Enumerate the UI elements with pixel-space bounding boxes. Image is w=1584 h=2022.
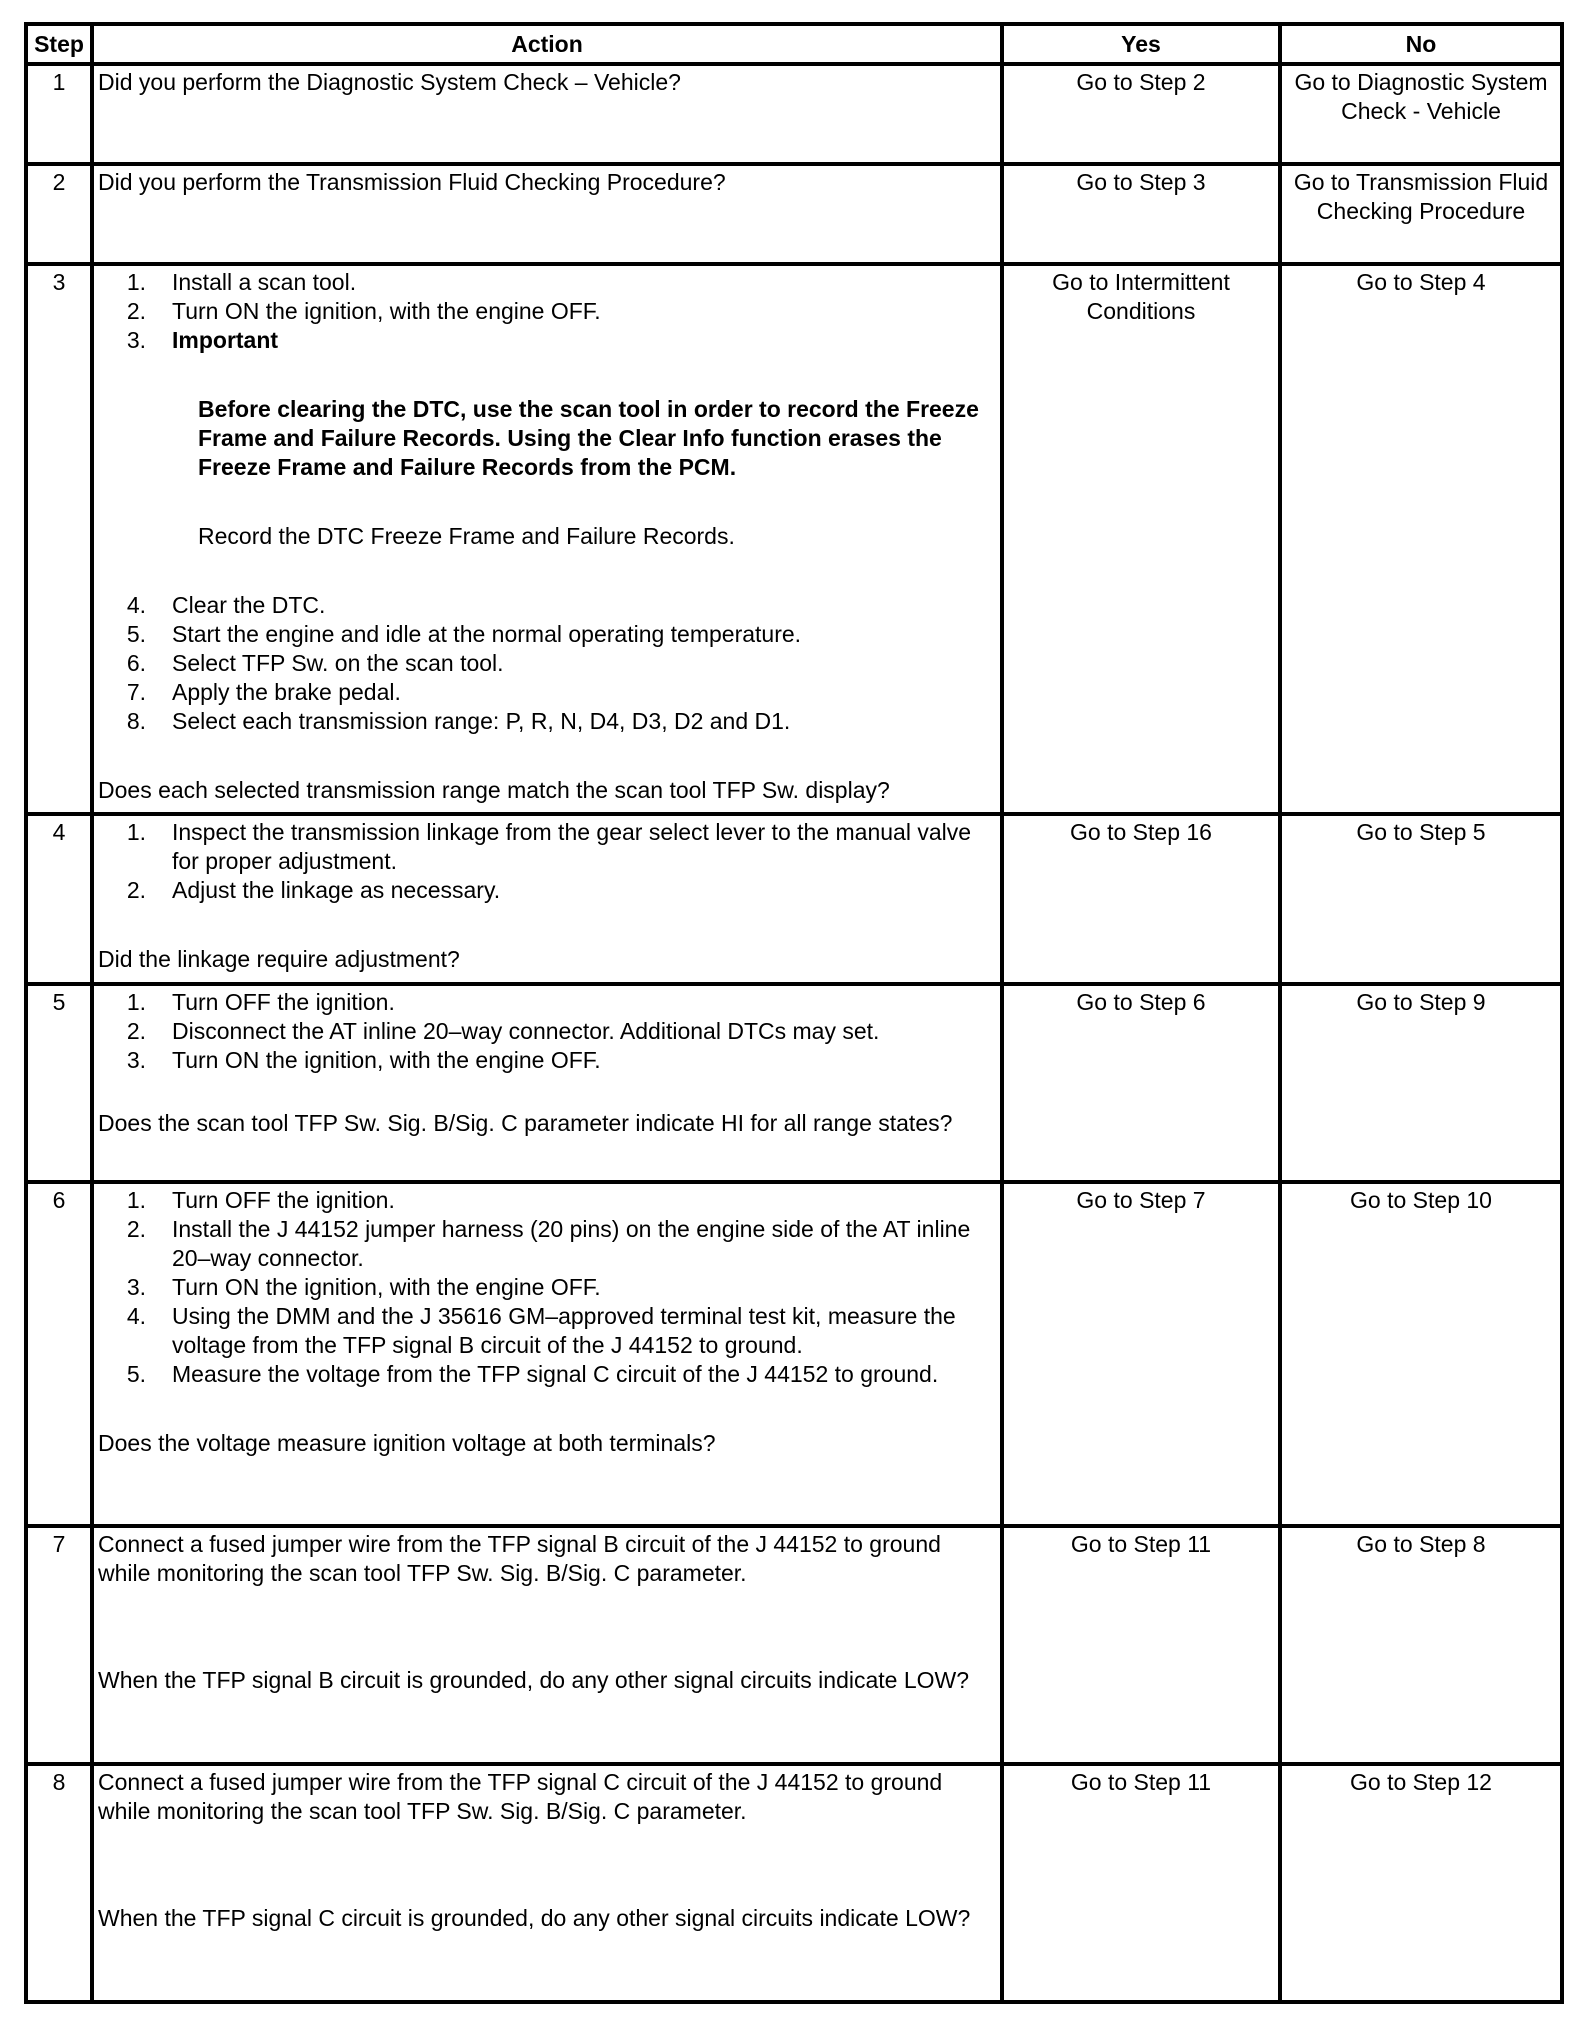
item-text: Turn ON the ignition, with the engine OFF.	[172, 298, 601, 324]
list-item	[98, 1017, 996, 1046]
action-cell	[92, 1764, 1002, 2002]
item-number: 5.	[126, 1361, 146, 1387]
list-item	[98, 707, 996, 736]
list-item	[98, 678, 996, 707]
table-row	[26, 1526, 1562, 1764]
step-number: 8	[26, 1764, 92, 2002]
table-row	[26, 164, 1562, 264]
action-cell	[92, 1526, 1002, 1764]
question-text: Does the scan tool TFP Sw. Sig. B/Sig. C parameter indicate HI for all range states?	[98, 1110, 953, 1136]
item-text: Turn OFF the ignition.	[172, 989, 395, 1015]
yes-link[interactable]: Go to Step 6	[1002, 984, 1280, 1182]
item-number: 3.	[126, 327, 146, 353]
action-cell	[92, 1182, 1002, 1526]
header-action: Action	[92, 24, 1002, 64]
item-number: 6.	[126, 650, 146, 676]
item-text: Select each transmission range: P, R, N, D4, D3, D2 and D1.	[172, 708, 791, 734]
important-record-text: Record the DTC Freeze Frame and Failure Records.	[198, 523, 735, 549]
header-row	[26, 24, 1562, 64]
item-number: 5.	[126, 621, 146, 647]
table-row	[26, 1764, 1562, 2002]
item-number: 7.	[126, 679, 146, 705]
list-item	[98, 268, 996, 297]
list-item	[98, 1360, 996, 1389]
table-row	[26, 984, 1562, 1182]
no-link[interactable]: Go to Step 12	[1280, 1764, 1562, 2002]
item-number: 1.	[126, 819, 146, 845]
no-link[interactable]: Go to Diagnostic System Check - Vehicle	[1280, 64, 1562, 164]
item-text: Disconnect the AT inline 20–way connector. Additional DTCs may set.	[172, 1018, 880, 1044]
yes-link[interactable]: Go to Step 16	[1002, 814, 1280, 984]
question-text: Did the linkage require adjustment?	[98, 946, 460, 972]
instruction-text: Connect a fused jumper wire from the TFP signal C circuit of the J 44152 to ground while monitoring the scan tool TFP Sw. Sig. B/Sig. C parameter.	[98, 1769, 943, 1824]
list-item	[98, 649, 996, 678]
list-item	[98, 818, 996, 876]
list-item	[98, 1215, 996, 1273]
item-text: Select TFP Sw. on the scan tool.	[172, 650, 504, 676]
question-text: Does each selected transmission range match the scan tool TFP Sw. display?	[98, 777, 890, 803]
question-text: When the TFP signal C circuit is grounded, do any other signal circuits indicate LOW?	[98, 1905, 971, 1931]
action-cell	[92, 984, 1002, 1182]
item-number: 2.	[126, 1018, 146, 1044]
table-row	[26, 264, 1562, 814]
yes-link[interactable]: Go to Step 7	[1002, 1182, 1280, 1526]
item-text: Start the engine and idle at the normal operating temperature.	[172, 621, 802, 647]
list-item	[98, 876, 996, 905]
procedure-list	[98, 988, 996, 1075]
question-text: When the TFP signal B circuit is grounded, do any other signal circuits indicate LOW?	[98, 1667, 970, 1693]
item-number: 8.	[126, 708, 146, 734]
item-number: 3.	[126, 1047, 146, 1073]
question-text: Did you perform the Transmission Fluid Checking Procedure?	[98, 169, 726, 195]
yes-link[interactable]: Go to Step 11	[1002, 1764, 1280, 2002]
table-row	[26, 814, 1562, 984]
item-text: Turn ON the ignition, with the engine OFF.	[172, 1274, 601, 1300]
item-text: Measure the voltage from the TFP signal C circuit of the J 44152 to ground.	[172, 1361, 939, 1387]
item-text: Adjust the linkage as necessary.	[172, 877, 501, 903]
action-cell	[92, 264, 1002, 814]
item-number: 1.	[126, 989, 146, 1015]
procedure-list	[98, 591, 996, 736]
item-text: Turn ON the ignition, with the engine OFF.	[172, 1047, 601, 1073]
list-item	[98, 591, 996, 620]
no-link[interactable]: Go to Step 10	[1280, 1182, 1562, 1526]
list-item	[98, 297, 996, 326]
list-item	[98, 1046, 996, 1075]
action-cell	[92, 164, 1002, 264]
no-link[interactable]: Go to Step 4	[1280, 264, 1562, 814]
item-text: Apply the brake pedal.	[172, 679, 401, 705]
question-text: Does the voltage measure ignition voltage at both terminals?	[98, 1430, 716, 1456]
item-text: Inspect the transmission linkage from the gear select lever to the manual valve for proper adjustment.	[172, 819, 972, 874]
item-number: 1.	[126, 269, 146, 295]
procedure-list	[98, 818, 996, 905]
step-number: 7	[26, 1526, 92, 1764]
item-number: 3.	[126, 1274, 146, 1300]
item-number: 2.	[126, 877, 146, 903]
diagnostic-table	[24, 22, 1564, 2004]
no-link[interactable]: Go to Transmission Fluid Checking Procedure	[1280, 164, 1562, 264]
no-link[interactable]: Go to Step 9	[1280, 984, 1562, 1182]
list-item	[98, 326, 996, 355]
step-number: 6	[26, 1182, 92, 1526]
header-no: No	[1280, 24, 1562, 64]
instruction-text: Connect a fused jumper wire from the TFP signal B circuit of the J 44152 to ground while monitoring the scan tool TFP Sw. Sig. B/Sig. C parameter.	[98, 1531, 941, 1586]
no-link[interactable]: Go to Step 5	[1280, 814, 1562, 984]
item-text: Using the DMM and the J 35616 GM–approved terminal test kit, measure the voltage from the TFP signal B circuit of the J 44152 to ground.	[172, 1303, 956, 1358]
item-number: 1.	[126, 1187, 146, 1213]
yes-link[interactable]: Go to Step 11	[1002, 1526, 1280, 1764]
list-item	[98, 988, 996, 1017]
yes-link[interactable]: Go to Step 2	[1002, 64, 1280, 164]
list-item	[98, 1273, 996, 1302]
table-row	[26, 64, 1562, 164]
item-text: Install the J 44152 jumper harness (20 pins) on the engine side of the AT inline 20–way connector.	[172, 1216, 971, 1271]
item-number: 4.	[126, 1303, 146, 1329]
question-text: Did you perform the Diagnostic System Check – Vehicle?	[98, 69, 681, 95]
step-number: 1	[26, 64, 92, 164]
header-yes: Yes	[1002, 24, 1280, 64]
action-cell	[92, 64, 1002, 164]
yes-link[interactable]: Go to Intermittent Conditions	[1002, 264, 1280, 814]
item-text: Clear the DTC.	[172, 592, 326, 618]
header-step: Step	[26, 24, 92, 64]
procedure-list	[98, 268, 996, 355]
procedure-list	[98, 1186, 996, 1389]
step-number: 4	[26, 814, 92, 984]
step-number: 5	[26, 984, 92, 1182]
item-text: Install a scan tool.	[172, 269, 357, 295]
list-item	[98, 1302, 996, 1360]
item-text: Turn OFF the ignition.	[172, 1187, 395, 1213]
table-row	[26, 1182, 1562, 1526]
step-number: 3	[26, 264, 92, 814]
item-number: 2.	[126, 1216, 146, 1242]
important-title: Important	[172, 327, 279, 353]
step-number: 2	[26, 164, 92, 264]
yes-link[interactable]: Go to Step 3	[1002, 164, 1280, 264]
list-item	[98, 620, 996, 649]
item-number: 2.	[126, 298, 146, 324]
item-number: 4.	[126, 592, 146, 618]
no-link[interactable]: Go to Step 8	[1280, 1526, 1562, 1764]
action-cell	[92, 814, 1002, 984]
list-item	[98, 1186, 996, 1215]
important-note: Before clearing the DTC, use the scan tool in order to record the Freeze Frame and Failure Records. Using the Clear Info function erases the Freeze Frame and Failure Records from the PCM.	[198, 396, 979, 480]
